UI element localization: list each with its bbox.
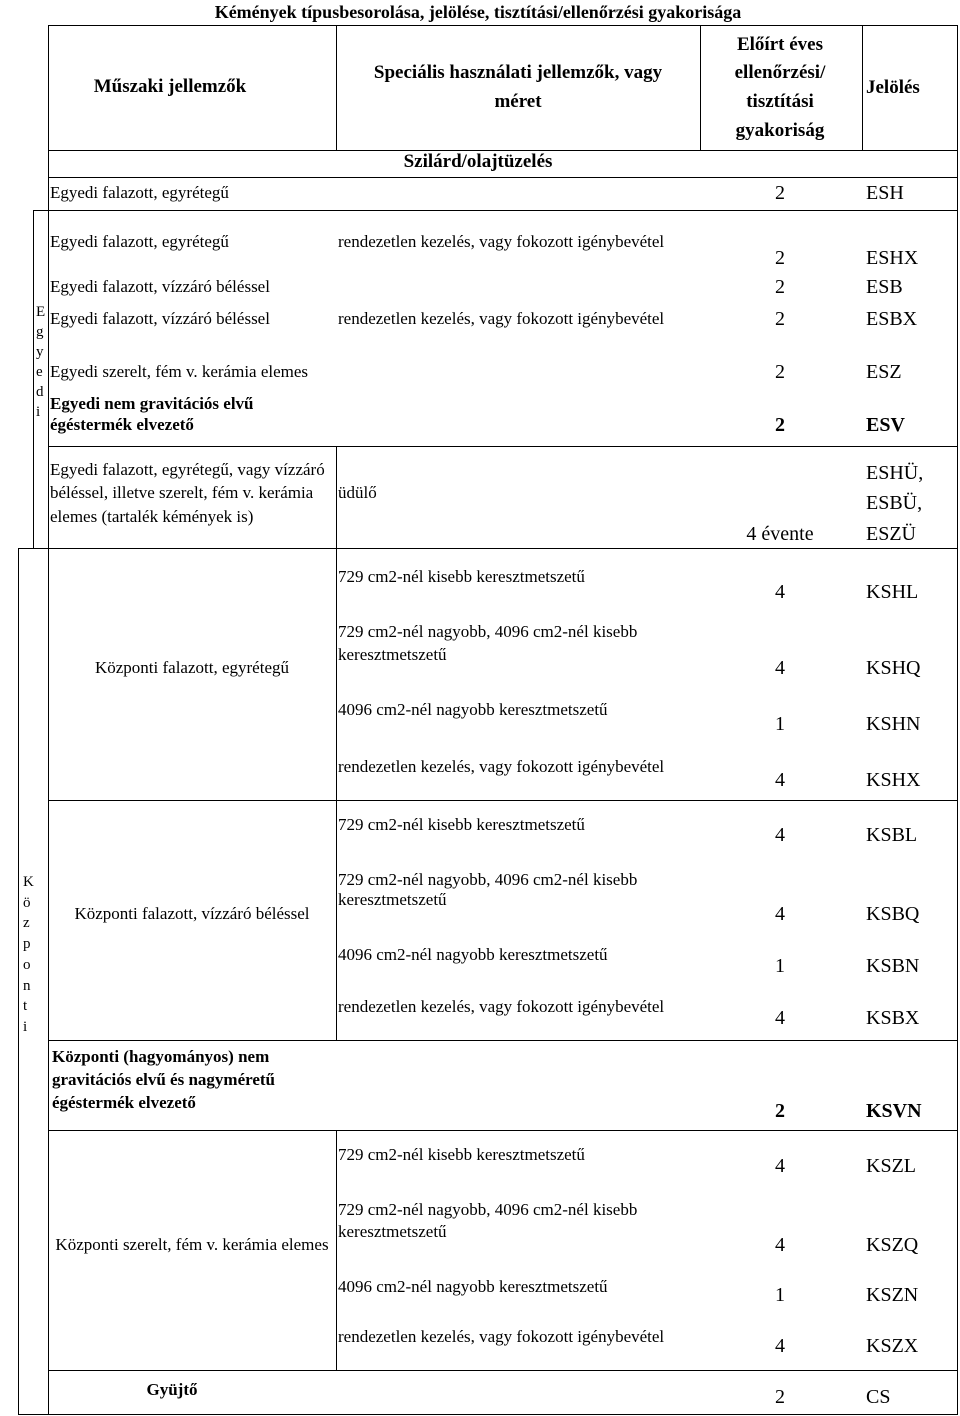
row-technical: Egyedi falazott, egyrétegű, vagy vízzáró [50,460,325,479]
table-rule [18,548,958,549]
header-frequency-line: gyakoriság [735,120,825,141]
group-label-individual: Egyedi [36,304,46,420]
row-marking: ESV [866,414,905,436]
row-marking: ESBÜ, [866,492,923,514]
table-rule [336,446,337,1040]
table-rule [48,1040,958,1041]
row-frequency: 1 [775,1284,785,1306]
row-marking: KSBX [866,1007,920,1029]
row-frequency: 4 [775,1155,785,1177]
row-frequency: 2 [775,414,785,436]
row-marking: KSHX [866,769,921,791]
table-rule [48,800,958,801]
row-special: 4096 cm2-nél nagyobb keresztmetszetű [338,1277,608,1296]
row-frequency: 2 [775,308,785,330]
table-rule [48,25,958,26]
table-rule [862,25,863,150]
row-technical: égéstermék elvezető [50,415,194,434]
row-frequency: 4 [775,903,785,925]
table-rule [48,1130,958,1131]
row-frequency: 4 [775,769,785,791]
row-frequency: 1 [775,955,785,977]
row-special: keresztmetszetű [338,890,447,909]
section-technical: Központi falazott, vízzáró béléssel [74,904,310,923]
header-marking: Jelölés [866,77,920,98]
row-special: üdülő [338,483,377,502]
row-marking: KSBQ [866,903,920,925]
row-special: rendezetlen kezelés, vagy fokozott igénybevétel [338,757,665,776]
row-marking: ESB [866,276,903,298]
row-technical: Egyedi falazott, vízzáró béléssel [50,309,270,328]
row-frequency: 2 [775,276,785,298]
row-special: keresztmetszetű [338,645,447,664]
row-technical: béléssel, illetve szerelt, fém v. kerámia [50,483,314,502]
table-rule [33,210,958,211]
row-marking: ESH [866,182,904,204]
table-rule [18,548,19,1415]
row-frequency: 4 [775,657,785,679]
group-label-central: Központi [23,874,34,1035]
row-special: 4096 cm2-nél nagyobb keresztmetszetű [338,700,608,719]
row-marking: KSBN [866,955,920,977]
header-special-line: Speciális használati jellemzők, vagy [373,62,663,83]
table-rule [33,210,34,548]
table-rule [336,25,337,150]
section-technical: Központi falazott, egyrétegű [94,658,289,677]
header-frequency-line: tisztítási [746,91,814,112]
row-marking: ESBX [866,308,918,330]
row-marking: ESZ [866,361,902,383]
row-special: 729 cm2-nél kisebb keresztmetszetű [338,1145,585,1164]
row-marking: KSZN [866,1284,919,1306]
row-special: rendezetlen kezelés, vagy fokozott igénybevétel [338,232,665,251]
row-special: rendezetlen kezelés, vagy fokozott igénybevétel [338,309,665,328]
row-marking: CS [866,1386,891,1408]
table-rule [48,446,958,447]
row-special: keresztmetszetű [338,1222,447,1241]
header-frequency-line: ellenőrzési/ [734,62,826,83]
header-technical: Műszaki jellemzők [93,76,247,97]
row-special: 729 cm2-nél nagyobb, 4096 cm2-nél kisebb [338,870,638,889]
row-frequency: 2 [775,361,785,383]
row-technical: elemes (tartalék kémények is) [50,507,254,526]
section-technical: Gyüjtő [146,1380,198,1399]
row-marking: KSZQ [866,1234,919,1256]
row-technical: Egyedi falazott, egyrétegű [50,232,229,251]
row-marking: KSVN [866,1100,922,1122]
row-marking: KSHL [866,581,919,603]
fuel-type-heading: Szilárd/olajtüzelés [403,151,553,172]
row-special: rendezetlen kezelés, vagy fokozott igénybevétel [338,1327,665,1346]
row-marking: ESHX [866,247,919,269]
row-frequency: 2 [775,182,785,204]
row-frequency: 1 [775,713,785,735]
table-rule [18,1414,958,1415]
row-frequency: 4 [775,581,785,603]
table-rule [336,1130,337,1370]
row-frequency: 4 [775,824,785,846]
row-frequency: 2 [775,1386,785,1408]
section-technical: Központi (hagyományos) nem [52,1047,270,1066]
page-title: Kémények típusbesorolása, jelölése, tisztítási/ellenőrzési gyakorisága [214,2,742,22]
row-frequency: 2 [775,247,785,269]
section-technical: Központi szerelt, fém v. kerámia elemes [55,1235,329,1254]
row-frequency: 4 évente [746,523,814,545]
header-frequency-line: Előírt éves [736,34,823,55]
header-special-line: méret [494,91,542,112]
row-frequency: 4 [775,1234,785,1256]
row-marking: ESZÜ [866,523,916,545]
row-marking: KSHQ [866,657,921,679]
row-special: 729 cm2-nél kisebb keresztmetszetű [338,815,585,834]
row-technical: Egyedi nem gravitációs elvű [50,394,254,413]
row-frequency: 2 [775,1100,785,1122]
row-marking: KSHN [866,713,921,735]
row-marking: KSBL [866,824,918,846]
row-special: 729 cm2-nél nagyobb, 4096 cm2-nél kisebb [338,1200,638,1219]
table-rule [48,1370,958,1371]
table-rule [48,25,49,1415]
row-frequency: 4 [775,1335,785,1357]
row-special: 729 cm2-nél nagyobb, 4096 cm2-nél kisebb [338,622,638,641]
row-marking: ESHÜ, [866,462,924,484]
table-rule [957,25,958,1415]
row-technical: Egyedi falazott, egyrétegű [50,183,229,202]
section-technical: égéstermék elvezető [52,1093,196,1112]
row-special: 4096 cm2-nél nagyobb keresztmetszetű [338,945,608,964]
row-technical: Egyedi szerelt, fém v. kerámia elemes [50,362,309,381]
row-special: 729 cm2-nél kisebb keresztmetszetű [338,567,585,586]
row-special: rendezetlen kezelés, vagy fokozott igénybevétel [338,997,665,1016]
row-marking: KSZX [866,1335,919,1357]
row-marking: KSZL [866,1155,916,1177]
table-rule [48,177,958,178]
row-frequency: 4 [775,1007,785,1029]
row-technical: Egyedi falazott, vízzáró béléssel [50,277,270,296]
section-technical: gravitációs elvű és nagyméretű [52,1070,276,1089]
